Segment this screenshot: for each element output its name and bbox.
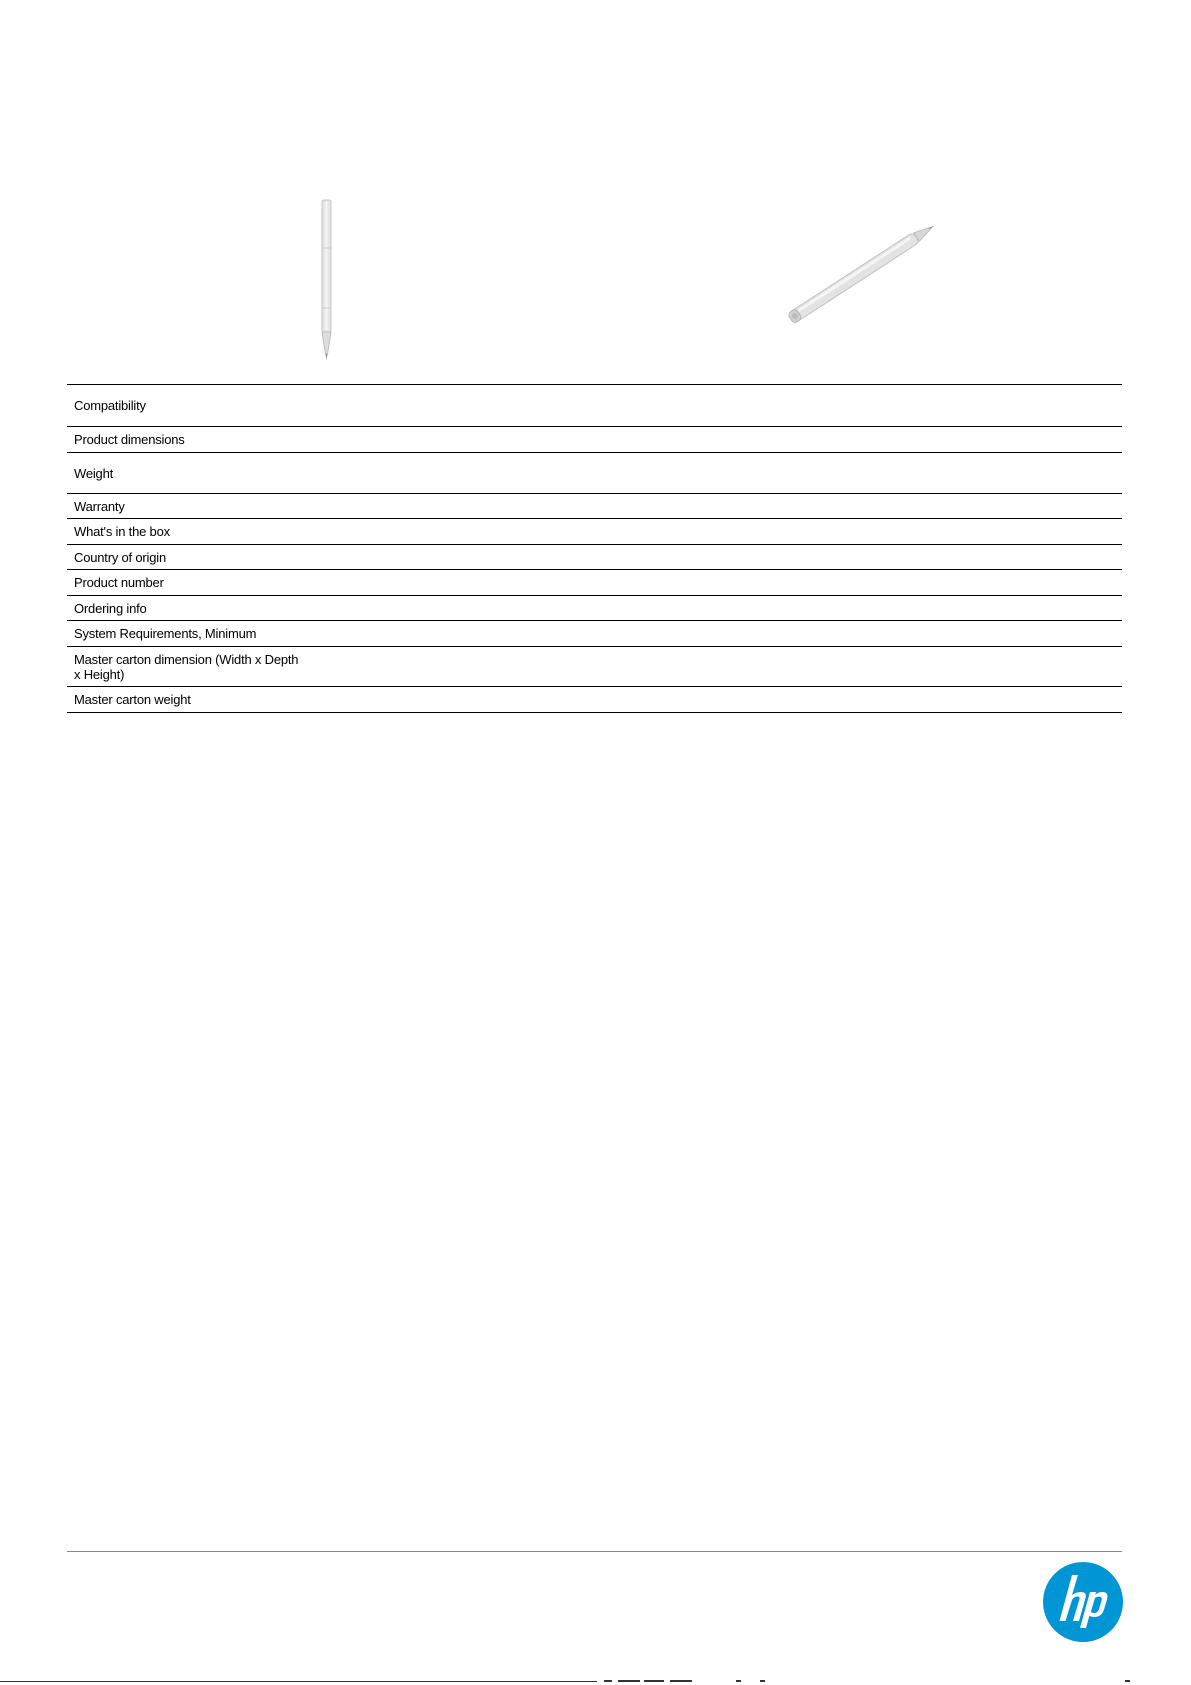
spec-label: Product dimensions [74,432,185,447]
hp-logo-icon [1042,1561,1124,1643]
footer-divider [67,1551,1122,1552]
spec-row-master-carton-weight [67,687,1122,713]
spec-row-master-carton-dimension [67,647,1122,687]
spec-label: Ordering info [74,600,147,616]
spec-row-weight [67,453,1122,494]
specifications-table [67,384,1122,713]
spec-label: Warranty [74,498,125,514]
spec-label: Master carton dimension (Width x Depth x Height) [74,651,299,682]
spec-row-product-number [67,570,1122,596]
spec-row-warranty [67,494,1122,519]
spec-label: Weight [74,465,114,481]
print-marks [0,1680,1191,1685]
spec-label: Country of origin [74,549,166,565]
spec-row-ordering-info [67,596,1122,621]
spec-label: System Requirements, Minimum [74,626,257,641]
spec-label: What's in the box [74,524,170,539]
stylus-pen-angled-image [770,220,950,330]
spec-row-system-requirements [67,621,1122,647]
spec-row-whats-in-the-box [67,519,1122,545]
spec-label: Product number [74,575,164,590]
spec-row-product-dimensions [67,427,1122,453]
spec-label: Master carton weight [74,692,191,707]
stylus-pen-vertical-image [290,196,370,366]
spec-row-country-of-origin [67,545,1122,570]
spec-row-compatibility [67,385,1122,427]
spec-label: Compatibility [74,398,146,413]
